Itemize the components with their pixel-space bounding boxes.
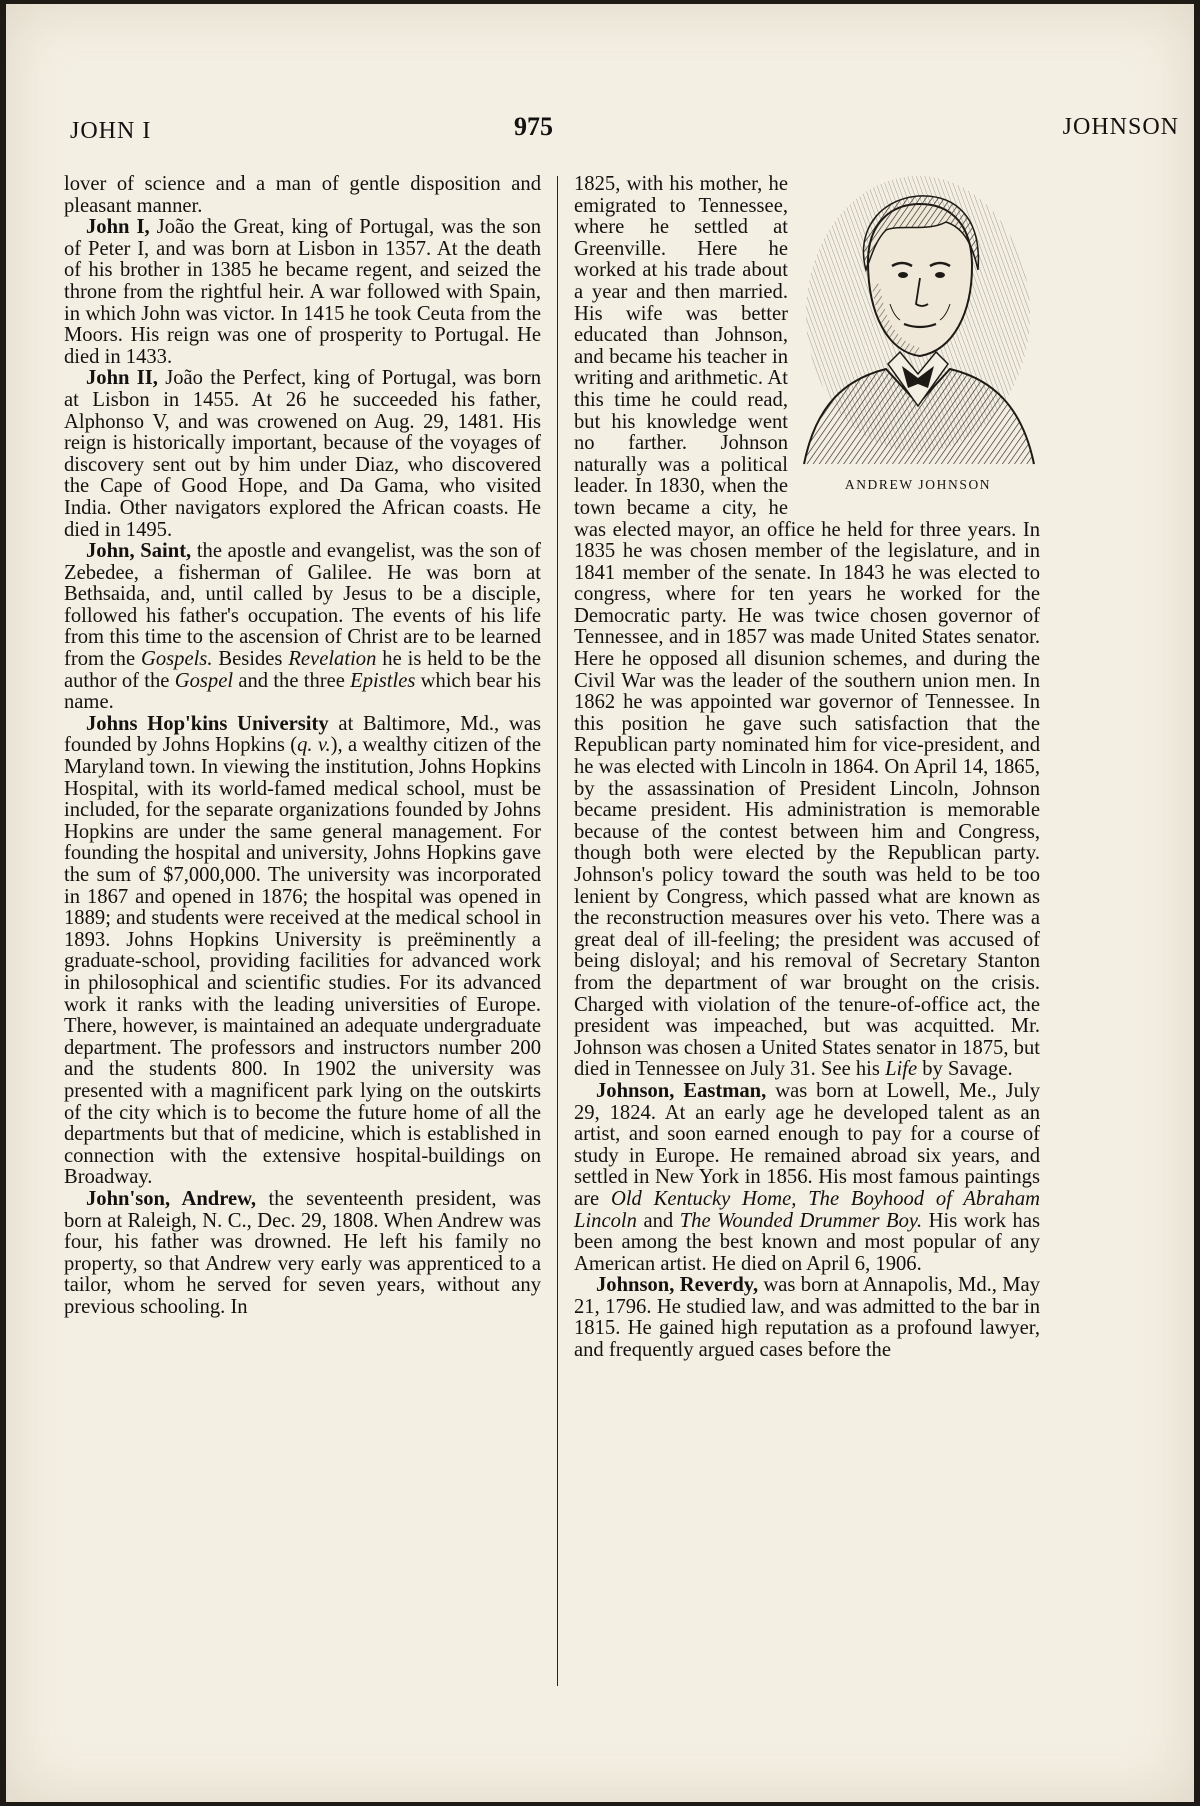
headword: John II, bbox=[86, 367, 158, 390]
cross-reference: q. v. bbox=[297, 734, 331, 757]
andrew-johnson-portrait bbox=[796, 174, 1040, 470]
entry-text: ), a wealthy citizen of the Maryland town. In viewing the institution, Johns Hopkins Hospital, with its world-famed medical school, must be included, for the separate organizations founded by Johns Hopkins are under the same general management. For founding the hospital and university, Johns Hopkins gave the sum of $7,000,000. The university was incorporated in 1867 and opened in 1876; the hospital was opened in 1889; and students were received at the medical school in 1893. Johns Hopkins University is preëminently a graduate-school, providing facilities for advanced work in philosophical and scientific studies. For its advanced work it ranks with the leading universities of Europe. There, however, is maintained an adequate undergraduate department. The professors and instructors number 200 and the students 800. In 1902 the university was presented with a magnificent park lying on the outskirts of the city which is to become the future home of all the departments but that of medicine, which is established in connection with the extensive hospital-buildings on Broadway. bbox=[64, 734, 542, 1189]
italic-title: Old Kentucky Home, The Boyhood of Abraham Lincoln bbox=[574, 1187, 1040, 1232]
entry-johnson-reverdy bbox=[574, 1275, 1040, 1361]
left-column bbox=[64, 174, 541, 1318]
entry-text: His work has been among the best known and most popular of any American artist. He died on April 6, 1906. bbox=[574, 1209, 1040, 1275]
entry-text: was born at Lowell, Me., July 29, 1824. At an early age he developed talent as an artist, and soon earned enough to pay for a course of study in Europe. He remained abroad six years, and settled in New York in 1856. His most famous paintings are bbox=[574, 1079, 1040, 1210]
entry-text: João the Perfect, king of Portugal, was born at Lisbon in 1455. At 26 he succeeded his father, Alphonso V, and was crowened on Aug. 29, 1481. His reign is historically important, because of the voyages of discovery sent out by him under Diaz, who discovered the Cape of Good Hope, and Da Gama, who visited India. Other navigators explored the African coasts. He died in 1495. bbox=[64, 367, 541, 541]
headword: Johnson, Eastman, bbox=[596, 1079, 767, 1102]
page-number: 975 bbox=[514, 112, 553, 141]
headword: Johns Hop'kins University bbox=[86, 712, 329, 735]
entry-text: João the Great, king of Portugal, was the son of Peter I, and was born at Lisbon in 1357. At the death of his brother in 1385 he became regent, and seized the throne from the rightful heir. A war followed with Spain, in which John was victor. In 1415 he took Ceuta from the Moors. His reign was one of prosperity to Portugal. He died in 1433. bbox=[64, 216, 541, 368]
entry-text: and the three bbox=[233, 669, 351, 692]
header-left-guide-word: JOHN I bbox=[70, 118, 152, 144]
continuation-text: lover of science and a man of gentle disposition and pleasant manner. bbox=[64, 173, 541, 217]
entry-text: was born at Annapolis, Md., May 21, 1796. He studied law, and was admitted to the bar in 1815. He gained high reputation as a profound lawyer, and frequently argued cases before the bbox=[574, 1274, 1040, 1362]
portrait-figure bbox=[796, 174, 1040, 494]
entry-john-saint bbox=[64, 541, 541, 714]
entry-john-i bbox=[64, 217, 541, 368]
entry-text: which bear his name. bbox=[64, 669, 541, 714]
running-head bbox=[70, 112, 1179, 152]
headword: John I, bbox=[86, 216, 150, 239]
entry-johnson-eastman bbox=[574, 1081, 1040, 1275]
italic-title: The Wounded Drummer Boy. bbox=[679, 1209, 923, 1232]
entry-text: 1825, with his mother, he emigrated to Tennessee, where he settled at Greenville. Here he worked at his trade about a year and then married. His wife was better educated than Johnson, and became his teacher in writing and arithmetic. At this time he could read, but his knowledge went no farther. Johnson naturally was a political leader. In 1830, when the town became a city, he was elected mayor, an office he held for three years. In 1835 he was chosen member of the legislature, and in 1841 member of the senate. In 1843 he was elected to congress, where for ten years he worked for the Democratic party. He was twice chosen governor of Tennessee, and in 1857 was made United States senator. Here he opposed all disunion schemes, and during the Civil War was the leader of the southern union men. In 1862 he was appointed war governor of Tennessee. In this position he gave such satisfaction that the Republican party nominated him for vice-president, and he was elected with Lincoln in 1864. On April 14, 1865, by the assassination of President Lincoln, Johnson became president. His administration is memorable because of the contest between him and Congress, though both were elected by the Republican party. Johnson's policy toward the south was held to be too lenient by Congress, which passed what are known as the reconstruction measures over his veto. There was a great deal of ill-feeling; the president was accused of being disloyal; and his removal of Secretary Stanton from the department of war brought on the crisis. Charged with violation of the tenure-of-office act, the president was impeached, but was acquitted. Mr. Johnson was chosen a United States senator in 1875, but died in Tennessee on July 31. See his bbox=[574, 173, 1040, 1081]
italic-title: Revelation bbox=[288, 648, 377, 671]
entry-john-ii bbox=[64, 368, 541, 541]
entry-text: he is held to be the author of the bbox=[64, 648, 541, 692]
headword: John'son, Andrew, bbox=[86, 1187, 257, 1210]
entry-text: the seventeenth president, was born at Raleigh, N. C., Dec. 29, 1808. When Andrew was four, his father was drowned. He left his family no property, so that Andrew very early was apprenticed to a tailor, whom he served for seven years, without any previous schooling. In bbox=[64, 1187, 542, 1318]
entry-text: Besides bbox=[212, 648, 289, 671]
headword: Johnson, Reverdy, bbox=[596, 1274, 759, 1297]
entry-text: the apostle and evangelist, was the son of Zebedee, a fisherman of Galilee. He was born at Bethsaida, and, until called by Jesus to be a disciple, followed his father's occupation. The events of his life from this time to the ascension of Christ are to be learned from the bbox=[64, 540, 541, 671]
italic-title: Gospel bbox=[174, 669, 234, 692]
header-right-guide-word: JOHNSON bbox=[1062, 114, 1179, 140]
entry-text: at Baltimore, Md., was founded by Johns Hopkins ( bbox=[64, 712, 541, 757]
headword: John, Saint, bbox=[86, 540, 192, 563]
entry-text: and bbox=[636, 1209, 680, 1232]
entry-text: by Savage. bbox=[917, 1058, 1013, 1081]
italic-title: Life bbox=[885, 1058, 918, 1081]
portrait-caption: ANDREW JOHNSON bbox=[844, 477, 992, 492]
entry-johnson-andrew bbox=[64, 1189, 541, 1319]
italic-title: Gospels. bbox=[140, 648, 213, 671]
right-column bbox=[574, 174, 1040, 1362]
column-divider bbox=[557, 176, 558, 1686]
italic-title: Epistles bbox=[350, 669, 416, 692]
entry-johns-hopkins-university bbox=[64, 714, 541, 1189]
page bbox=[6, 4, 1194, 1802]
